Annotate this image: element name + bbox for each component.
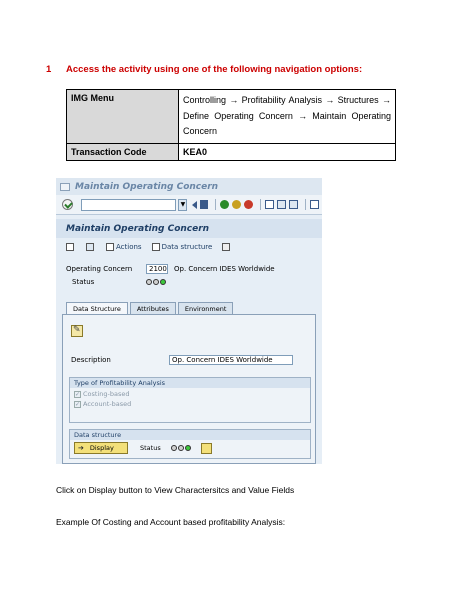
- enter-check-icon[interactable]: [62, 199, 73, 210]
- data-structure-icon: [152, 243, 160, 251]
- window-menu-icon[interactable]: [60, 183, 70, 191]
- step-heading: [46, 64, 362, 75]
- tab-environment[interactable]: Environment: [178, 302, 234, 314]
- create-icon[interactable]: [66, 243, 76, 251]
- img-menu-label: IMG Menu: [67, 90, 179, 144]
- print-icon[interactable]: [265, 200, 274, 209]
- application-toolbar: [56, 238, 322, 256]
- find-icon[interactable]: [277, 200, 286, 209]
- status-lights-icon: [146, 279, 166, 285]
- navigation-table: [66, 89, 396, 161]
- operating-concern-description: Op. Concern IDES Worldwide: [174, 264, 275, 273]
- example-paragraph: Example Of Costing and Account based profitability Analysis:: [56, 517, 286, 527]
- first-page-icon[interactable]: [310, 200, 319, 209]
- transaction-code-label: Transaction Code: [67, 143, 179, 160]
- description-label: Description: [71, 356, 111, 364]
- description-row: [71, 355, 293, 365]
- operating-concern-label: Operating Concern: [66, 264, 133, 273]
- display-button[interactable]: ➔ Display: [74, 442, 128, 454]
- costing-based-checkbox[interactable]: ✓ Costing-based: [75, 390, 130, 398]
- description-field[interactable]: Op. Concern IDES Worldwide: [169, 355, 293, 365]
- instruction-paragraph: Click on Display button to View Charactersitcs and Value Fields: [56, 485, 295, 495]
- save-icon[interactable]: [200, 200, 208, 209]
- table-row: [67, 143, 396, 160]
- tab-attributes[interactable]: Attributes: [130, 302, 176, 314]
- back-arrow-icon[interactable]: [192, 201, 197, 209]
- pencil-icon[interactable]: [71, 325, 83, 337]
- generate-icon[interactable]: [201, 443, 212, 454]
- change-display-icon[interactable]: [86, 243, 96, 251]
- data-structure-group: [69, 429, 311, 459]
- step-number: 1: [46, 64, 52, 75]
- tab-panel-data-structure: [62, 314, 316, 464]
- tab-strip: [66, 302, 235, 314]
- data-structure-button[interactable]: Data structure: [152, 243, 213, 251]
- group-title: Data structure: [70, 430, 310, 440]
- delete-icon[interactable]: [222, 243, 232, 251]
- exit-icon[interactable]: [232, 200, 241, 209]
- img-menu-path: Controlling → Profitability Analysis → Structures → Define Operating Concern → Maintain Operating Concern: [179, 90, 396, 144]
- account-based-checkbox[interactable]: ✓ Account-based: [75, 400, 132, 408]
- group-title: Type of Profitability Analysis: [70, 378, 310, 388]
- actions-button[interactable]: Actions: [106, 243, 142, 251]
- sap-window-titlebar: [56, 178, 322, 195]
- transaction-code-value: KEA0: [179, 143, 396, 160]
- tab-data-structure[interactable]: Data Structure: [66, 302, 128, 314]
- type-of-profitability-group: [69, 377, 311, 423]
- sap-screenshot: [56, 178, 322, 464]
- cancel-icon[interactable]: [244, 200, 253, 209]
- screen-title: Maintain Operating Concern: [56, 219, 322, 238]
- command-history-dropdown[interactable]: ▼: [178, 199, 187, 211]
- back-icon[interactable]: [220, 200, 229, 209]
- sap-window-title: Maintain Operating Concern: [75, 181, 219, 192]
- arrow-right-icon: ➔: [78, 444, 84, 452]
- ds-status-lights-icon: [171, 445, 191, 451]
- table-row: [67, 90, 396, 144]
- step-heading-text: Access the activity using one of the following navigation options:: [66, 64, 363, 75]
- operating-concern-field[interactable]: 2100: [146, 264, 168, 274]
- sap-command-bar: [56, 195, 322, 215]
- find-next-icon[interactable]: [289, 200, 298, 209]
- command-field[interactable]: [81, 199, 176, 211]
- status-label: Status: [72, 277, 95, 286]
- ds-status-label: Status: [140, 444, 161, 452]
- actions-icon: [106, 243, 114, 251]
- header-fields: [56, 256, 322, 292]
